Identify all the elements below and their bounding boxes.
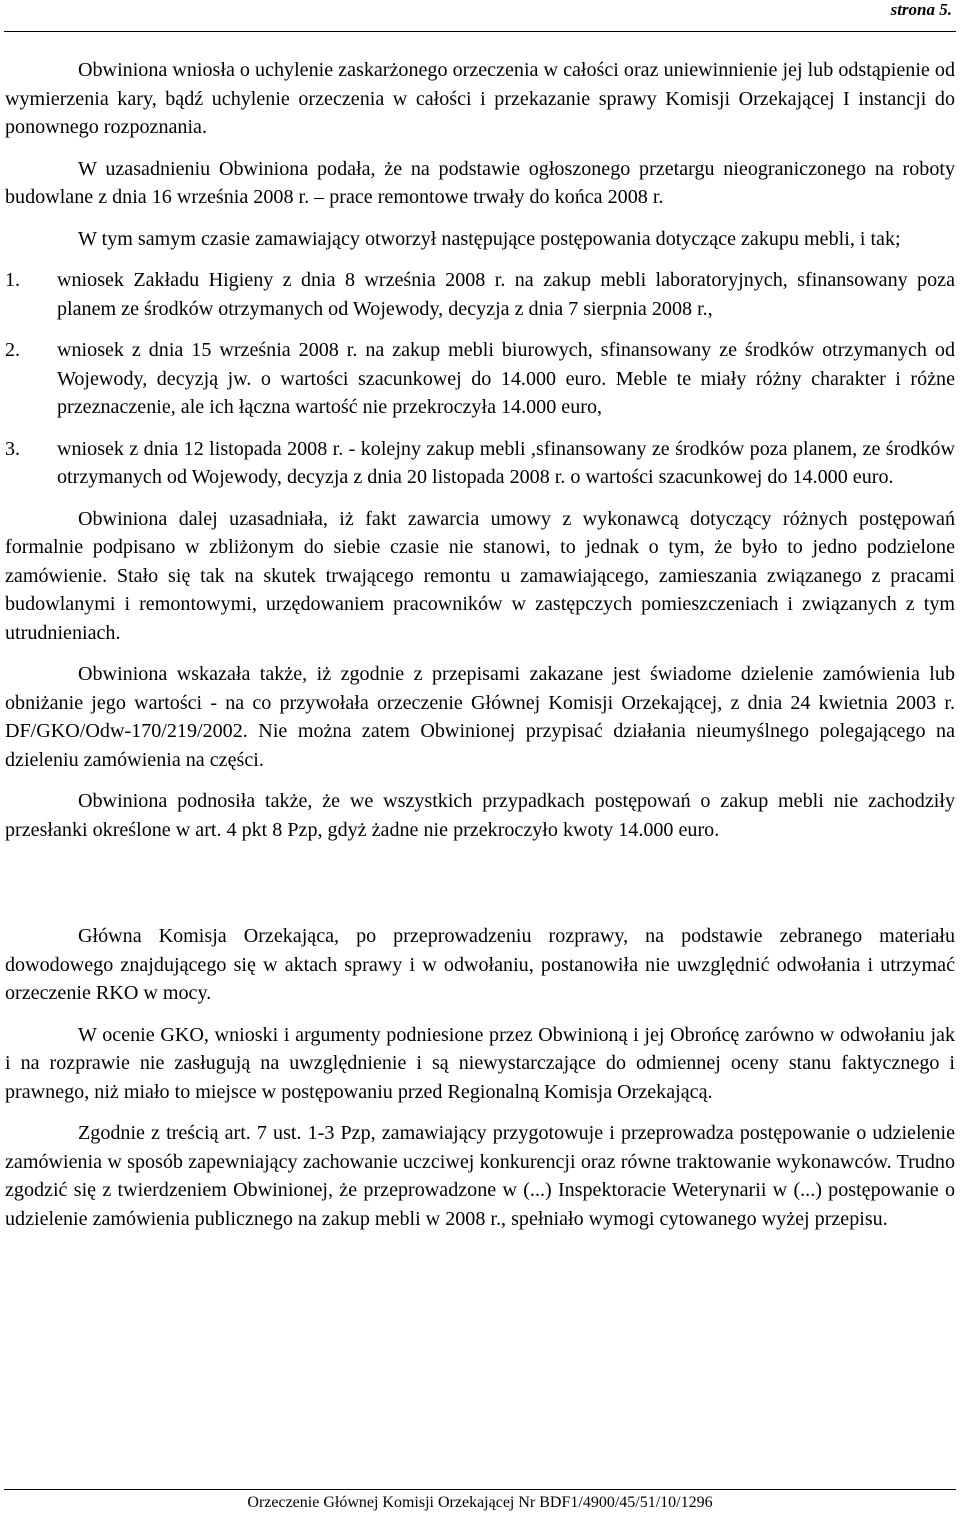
paragraph-appeal-request: Obwiniona wniosła o uchylenie zaskarżonego orzeczenia w całości oraz uniewinnienie jej lub odstąpienie od wymierzenia kary, bądź uchylenie orzeczenia w całości i przekazanie sprawy Komisji Orzekającej I instancji do ponownego rozpoznania. [5, 59, 955, 138]
list-item-text: wniosek z dnia 12 listopada 2008 r. - kolejny zakup mebli ,sfinansowany ze środków poza planem, ze środków otrzymanych od Wojewody, decyzja z dnia 20 listopada 2008 r. o wartości szacunkowej do 14.000 euro. [57, 437, 955, 488]
list-item-number: 2. [5, 339, 21, 361]
list-item-number: 3. [5, 437, 21, 460]
paragraph-splitting-prohibition: Obwiniona wskazała także, iż zgodnie z przepisami zakazane jest świadome dzielenie zamówienia lub obniżanie jego wartości - na co przywołała orzeczenie Głównej Komisji Orzekającej, z dnia 24 kwietnia 2003 r. DF/GKO/Odw-170/219/2002. Nie można zatem Obwinionej przypisać działania nieumyślnego polegającego na dzieleniu zamówienia na części. [5, 663, 955, 771]
document-footer: Orzeczenie Głównej Komisji Orzekającej Nr BDF1/4900/45/51/10/1296 [247, 1494, 713, 1511]
list-item-text: wniosek Zakładu Higieny z dnia 8 września 2008 r. na zakup mebli laboratoryjnych, sfinansowany poza planem ze środków otrzymanych od Wojewody, decyzja z dnia 7 sierpnia 2008 r., [57, 269, 955, 320]
paragraph-justification-tender: W uzasadnieniu Obwiniona podała, że na podstawie ogłoszonego przetargu nieograniczonego na roboty budowlane z dnia 16 września 2008 r. – prace remontowe trwały do końca 2008 r. [5, 157, 955, 208]
list-item [5, 336, 955, 422]
furniture-procedures-list [5, 266, 955, 492]
paragraph-contract-timing: Obwiniona dalej uzasadniała, iż fakt zawarcia umowy z wykonawcą dotyczący różnych postępowań formalnie podpisano w zbliżonym do siebie czasie nie stanowi, to jednak o tym, że było to jedno podzielone zamówienie. Stało się tak na skutek trwającego remontu u zamawiającego, zamieszania związanego z pracami budowlanymi i remontowymi, urzędowaniem pracowników w zastępczych pomieszczeniach i związanych z tym utrudnieniach. [5, 507, 955, 644]
paragraph-gko-decision: Główna Komisja Orzekająca, po przeprowadzeniu rozprawy, na podstawie zebranego materiału dowodowego znajdującego się w aktach sprawy i w odwołaniu, postanowiła nie uwzględnić odwołania i utrzymać orzeczenie RKO w mocy. [5, 925, 955, 1004]
document-body [5, 56, 955, 1233]
paragraph-gko-assessment: W ocenie GKO, wnioski i argumenty podniesione przez Obwinioną i jej Obrońcę zarówno w odwołaniu jak i na rozprawie nie zasługują na uwzględnienie i są niewystarczające do odmiennej oceny stanu faktycznego i prawnego, niż miało to miejsce w postępowaniu przed Regionalną Komisja Orzekającą. [5, 1023, 955, 1103]
footer-divider [4, 1489, 956, 1490]
list-item [5, 435, 955, 492]
paragraph-furniture-procedures-intro: W tym samym czasie zamawiający otworzył następujące postępowania dotyczące zakupu mebli, i tak; [78, 227, 901, 250]
list-item [5, 266, 955, 323]
paragraph-legal-basis: Zgodnie z treścią art. 7 ust. 1-3 Pzp, zamawiający przygotowuje i przeprowadza postępowanie o udzielenie zamówienia w sposób zapewniający zachowanie uczciwej konkurencji oraz równe traktowanie wykonawców. Trudno zgodzić się z twierdzeniem Obwinionej, że przeprowadzone w (...) Inspektoracie Weterynarii w (...) postępowanie o udzielenie zamówienia publicznego na zakup mebli w 2008 r., spełniało wymogi cytowanego wyżej przepisu. [5, 1122, 955, 1230]
page-number: strona 5. [890, 0, 952, 19]
list-item-number: 1. [5, 269, 21, 291]
header-divider [4, 31, 956, 32]
list-item-text: wniosek z dnia 15 września 2008 r. na zakup mebli biurowych, sfinansowany ze środków otrzymanych od Wojewody, decyzją jw. o wartości szacunkowej do 14.000 euro. Meble te miały różny charakter i różne przeznaczenie, ale ich łączna wartość nie przekroczyła 14.000 euro, [57, 339, 955, 418]
paragraph-threshold-argument: Obwiniona podnosiła także, że we wszystkich przypadkach postępowań o zakup mebli nie zachodziły przesłanki określone w art. 4 pkt 8 Pzp, gdyż żadne nie przekroczyło kwoty 14.000 euro. [5, 790, 955, 841]
